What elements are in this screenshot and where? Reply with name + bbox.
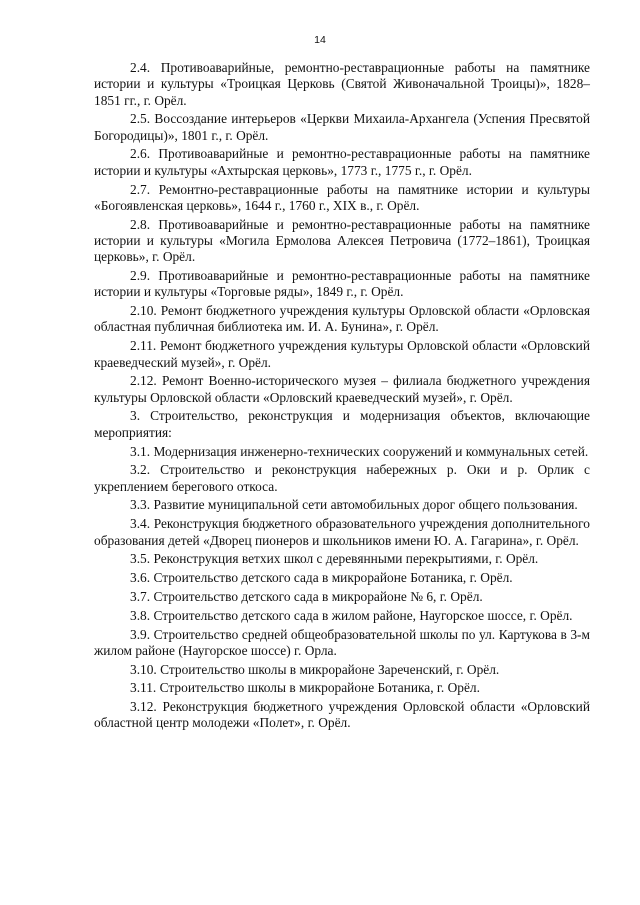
item-text: Развитие муниципальной сети автомобильных дорог общего пользования. <box>153 497 578 513</box>
item-text: Противоаварийные и ремонтно-реставрационные работы на памятнике истории и культуры «Могила Ермолова Алексея Петровича (1772–1861), Троицкая церковь», г. Орёл. <box>94 216 590 265</box>
item-text: Строительство школы в микрорайоне Зареченский, г. Орёл. <box>160 661 500 677</box>
item-number: 2.10. <box>130 303 157 319</box>
list-item <box>94 373 590 406</box>
item-text: Ремонтно-реставрационные работы на памятнике истории и культуры «Богоявленская церковь», 1644 г., 1760 г., XIX в., г. Орёл. <box>94 181 590 213</box>
item-number: 3.4. <box>130 516 151 532</box>
list-item <box>94 608 590 624</box>
list-item <box>94 680 590 696</box>
item-text: Реконструкция ветхих школ с деревянными перекрытиями, г. Орёл. <box>153 551 539 567</box>
item-number: 2.8. <box>130 216 151 232</box>
list-item <box>94 268 590 301</box>
item-text: Ремонт бюджетного учреждения культуры Орловской области «Орловский краеведческий музей», г. Орёл. <box>94 338 591 370</box>
item-text: Строительство детского сада в микрорайоне Ботаника, г. Орёл. <box>153 570 513 586</box>
item-text: Строительство детского сада в микрорайоне № 6, г. Орёл. <box>153 588 483 604</box>
item-text: Реконструкция бюджетного учреждения Орловской области «Орловский областной центр молодежи «Полет», г. Орёл. <box>94 699 590 731</box>
item-text: Противоаварийные, ремонтно-реставрационные работы на памятнике истории и культуры «Троицкая Церковь (Святой Живоначальной Троицы)», 1828–1851 гг., г. Орёл. <box>94 60 590 108</box>
item-number: 3.9. <box>130 626 151 642</box>
list-item <box>94 462 590 495</box>
item-number: 3.5. <box>130 551 151 567</box>
item-text: Строительство, реконструкция и модернизация объектов, включающие мероприятия: <box>94 408 590 440</box>
item-text: Противоаварийные и ремонтно-реставрационные работы на памятнике истории и культуры «Ахтырская церковь», 1773 г., 1775 г., г. Орёл. <box>94 146 590 178</box>
list-item <box>94 182 590 215</box>
item-text: Строительство школы в микрорайоне Ботаника, г. Орёл. <box>159 680 480 696</box>
list-item <box>94 699 590 732</box>
item-text: Воссоздание интерьеров «Церкви Михаила-Архангела (Успения Пресвятой Богородицы)», 1801 г., г. Орёл. <box>94 111 590 143</box>
item-number: 3.2. <box>130 462 151 478</box>
list-item <box>94 627 590 660</box>
item-text: Модернизация инженерно-технических сооружений и коммунальных сетей. <box>153 443 589 459</box>
item-number: 3.6. <box>130 570 151 586</box>
list-item <box>94 111 590 144</box>
item-text: Строительство детского сада в жилом районе, Наугорское шоссе, г. Орёл. <box>153 607 573 623</box>
list-item <box>94 516 590 549</box>
item-number: 2.7. <box>130 181 151 197</box>
item-text: Противоаварийные и ремонтно-реставрационные работы на памятнике истории и культуры «Торговые ряды», 1849 г., г. Орёл. <box>94 268 590 300</box>
list-item <box>94 338 590 371</box>
item-text: Ремонт Военно-исторического музея – филиала бюджетного учреждения культуры Орловской области «Орловский краеведческий музей», г. Орёл. <box>94 373 590 405</box>
item-number: 2.4. <box>130 60 151 75</box>
list-item <box>94 146 590 179</box>
item-number: 3.3. <box>130 497 151 513</box>
list-item <box>94 551 590 567</box>
list-item <box>94 589 590 605</box>
item-number: 2.11. <box>130 338 157 354</box>
section-heading <box>94 408 590 441</box>
list-item <box>94 570 590 586</box>
item-number: 3.12. <box>130 699 157 715</box>
item-number: 2.12. <box>130 373 157 389</box>
list-item <box>94 217 590 266</box>
item-text: Строительство и реконструкция набережных р. Оки и р. Орлик с укреплением берегового откоса. <box>94 462 590 494</box>
list-item <box>94 303 590 336</box>
document-body <box>94 60 590 734</box>
item-text: Строительство средней общеобразовательной школы по ул. Картукова в 3-м жилом районе (Наугорское шоссе) г. Орла. <box>94 626 590 658</box>
item-number: 2.5. <box>130 111 151 127</box>
item-number: 2.9. <box>130 268 151 284</box>
item-number: 2.6. <box>130 146 151 162</box>
list-item <box>94 60 590 109</box>
list-item <box>94 662 590 678</box>
list-item <box>94 444 590 460</box>
list-item <box>94 497 590 513</box>
page-number: 14 <box>314 34 326 46</box>
item-number: 3.11. <box>130 680 157 696</box>
item-text: Ремонт бюджетного учреждения культуры Орловской области «Орловская областная публичная библиотека им. И. А. Бунина», г. Орёл. <box>94 303 590 335</box>
item-number: 3.7. <box>130 588 151 604</box>
item-number: 3.10. <box>130 661 157 677</box>
item-number: 3.1. <box>130 443 151 459</box>
item-text: Реконструкция бюджетного образовательного учреждения дополнительного образования детей «Дворец пионеров и школьников имени Ю. А. Гагарина», г. Орёл. <box>94 516 590 548</box>
item-number: 3.8. <box>130 607 151 623</box>
item-number: 3. <box>130 408 141 424</box>
